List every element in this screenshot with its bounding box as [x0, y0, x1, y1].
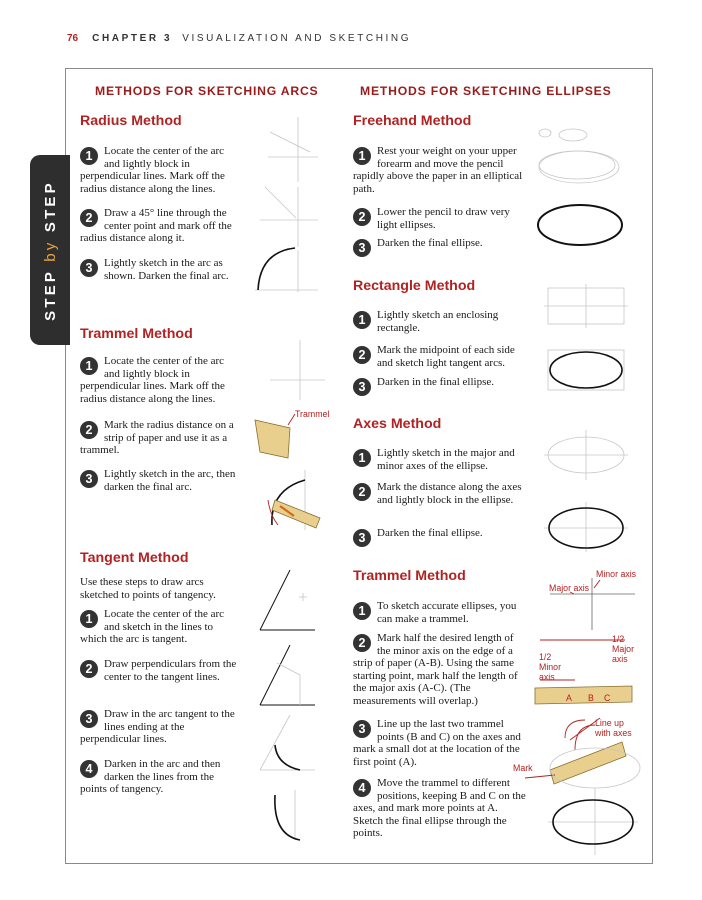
step-number-badge: 2 [353, 346, 371, 364]
step-text: Locate the center of the arc and sketch in the lines to which the arc is tangent. [80, 608, 225, 646]
axes-method-title: Axes Method [353, 416, 442, 432]
rectangle-step-2 [353, 344, 528, 369]
trammel-ellipse-sketch [530, 570, 640, 860]
step-number-badge: 3 [80, 259, 98, 277]
step-number-badge: 1 [353, 449, 371, 467]
step-number-badge: 1 [80, 610, 98, 628]
step-number-badge: 2 [80, 660, 98, 678]
trammel-point-a: A [566, 693, 572, 703]
trammel-ellipse-method-title: Trammel Method [353, 568, 466, 584]
half-minor-axis-label: 1/2 Minor axis [539, 652, 561, 682]
radius-step-3 [80, 257, 240, 282]
trammel-ellipse-step-3 [353, 718, 528, 768]
rectangle-step-3 [353, 376, 528, 396]
step-text: Mark the distance along the axes and lightly block in the ellipse. [377, 481, 522, 506]
step-text: Darken the final ellipse. [377, 527, 483, 539]
step-text: Lower the pencil to draw very light ellipses. [377, 206, 510, 231]
step-number-badge: 1 [353, 602, 371, 620]
step-number-badge: 3 [353, 529, 371, 547]
step-text: Move the trammel to different positions, keeping B and C on the axes, and mark more points at A. Sketch the final ellipse through the points. [353, 777, 526, 840]
step-text: Locate the center of the arc and lightly block in perpendicular lines. Mark off the radius distance along the lines. [80, 355, 225, 405]
step-text: Mark the midpoint of each side and sketch light tangent arcs. [377, 344, 515, 369]
tangent-step-3 [80, 708, 240, 746]
rectangle-step-1 [353, 309, 528, 334]
tangent-method-title: Tangent Method [80, 550, 189, 566]
tab-word-step-2: STEP [41, 179, 59, 232]
tab-word-step: STEP [41, 268, 59, 321]
step-text: To sketch accurate ellipses, you can make a trammel. [377, 600, 517, 625]
tangent-method-sketch [255, 565, 325, 845]
step-number-badge: 3 [80, 710, 98, 728]
rectangle-ellipse-sketch [540, 280, 630, 405]
step-text: Mark the radius distance on a strip of paper and use it as a trammel. [80, 419, 234, 457]
step-number-badge: 1 [353, 147, 371, 165]
half-major-axis-label: 1/2 Major axis [612, 634, 634, 664]
running-header [67, 33, 411, 44]
step-text: Lightly sketch in the arc, then darken the final arc. [104, 468, 236, 493]
step-number-badge: 3 [353, 239, 371, 257]
left-column-title: METHODS FOR SKETCHING ARCS [95, 84, 319, 98]
step-text: Darken in the arc and then darken the lines from the points of tangency. [80, 758, 221, 796]
rectangle-method-title: Rectangle Method [353, 278, 476, 294]
step-number-badge: 4 [353, 779, 371, 797]
freehand-step-3 [353, 237, 528, 257]
step-text: Lightly sketch an enclosing rectangle. [377, 309, 499, 334]
step-number-badge: 2 [353, 634, 371, 652]
page-number: 76 [67, 33, 79, 44]
trammel-point-c: C [604, 693, 611, 703]
step-number-badge: 1 [353, 311, 371, 329]
step-text: Line up the last two trammel points (B and C) on the axes and mark a small dot at the location of the first point (A). [353, 718, 521, 768]
step-text: Rest your weight on your upper forearm and move the pencil rapidly above the paper in an elliptical path. [353, 145, 523, 195]
axes-ellipse-sketch [540, 420, 630, 555]
radius-method-sketch [250, 112, 320, 292]
step-by-step-tab-text [30, 155, 70, 345]
tangent-step-1 [80, 608, 240, 646]
tangent-step-4 [80, 758, 240, 796]
step-number-badge: 2 [80, 209, 98, 227]
mark-label: Mark [513, 763, 533, 773]
step-text: Darken in the final ellipse. [377, 376, 494, 388]
right-column-title: METHODS FOR SKETCHING ELLIPSES [360, 84, 612, 98]
trammel-arc-step-2 [80, 419, 240, 457]
step-number-badge: 2 [353, 483, 371, 501]
chapter-label: CHAPTER 3 [92, 33, 173, 44]
trammel-arc-method-title: Trammel Method [80, 326, 193, 342]
freehand-step-2 [353, 206, 528, 231]
step-number-badge: 2 [80, 421, 98, 439]
step-number-badge: 3 [353, 720, 371, 738]
axes-step-1 [353, 447, 528, 472]
axes-step-3 [353, 527, 528, 547]
radius-step-2 [80, 207, 240, 245]
step-number-badge: 1 [80, 147, 98, 165]
tangent-intro: Use these steps to draw arcs sketched to points of tangency. [80, 576, 216, 601]
line-up-with-axes-label: Line up with axes [595, 718, 632, 738]
freehand-method-title: Freehand Method [353, 113, 472, 129]
radius-method-title: Radius Method [80, 113, 182, 129]
chapter-title: VISUALIZATION AND SKETCHING [182, 33, 412, 44]
trammel-arc-sketch [250, 340, 330, 540]
trammel-point-b: B [588, 693, 594, 703]
trammel-ellipse-step-1 [353, 600, 528, 625]
trammel-arc-step-3 [80, 468, 240, 493]
minor-axis-label: Minor axis [596, 569, 637, 579]
major-axis-label: Major axis [549, 583, 590, 593]
step-number-badge: 2 [353, 208, 371, 226]
step-text: Darken the final ellipse. [377, 237, 483, 249]
step-number-badge: 3 [353, 378, 371, 396]
step-text: Lightly sketch in the major and minor axes of the ellipse. [377, 447, 515, 472]
freehand-step-1 [353, 145, 528, 195]
step-text: Draw a 45° line through the center point and mark off the radius distance along it. [80, 207, 232, 245]
trammel-arc-step-1 [80, 355, 240, 405]
axes-step-2 [353, 481, 528, 506]
step-text: Draw in the arc tangent to the lines ending at the perpendicular lines. [80, 708, 235, 746]
step-text: Mark half the desired length of the minor axis on the edge of a strip of paper (A-B). Using the same starting point, mark half the length of the major axis (A-C). (The measurements will overlap.) [353, 632, 518, 707]
trammel-ellipse-step-4 [353, 777, 528, 840]
trammel-label: Trammel [295, 409, 330, 419]
step-text: Lightly sketch in the arc as shown. Darken the final arc. [104, 257, 229, 282]
tangent-step-2 [80, 658, 240, 683]
step-number-badge: 3 [80, 470, 98, 488]
tab-word-by: by [41, 239, 59, 262]
step-text: Draw perpendiculars from the center to the tangent lines. [104, 658, 237, 683]
step-number-badge: 4 [80, 760, 98, 778]
step-number-badge: 1 [80, 357, 98, 375]
freehand-ellipse-sketch [535, 125, 635, 255]
step-text: Locate the center of the arc and lightly block in perpendicular lines. Mark off the radius distance along the lines. [80, 145, 225, 195]
radius-step-1 [80, 145, 240, 195]
trammel-ellipse-step-2 [353, 632, 528, 708]
